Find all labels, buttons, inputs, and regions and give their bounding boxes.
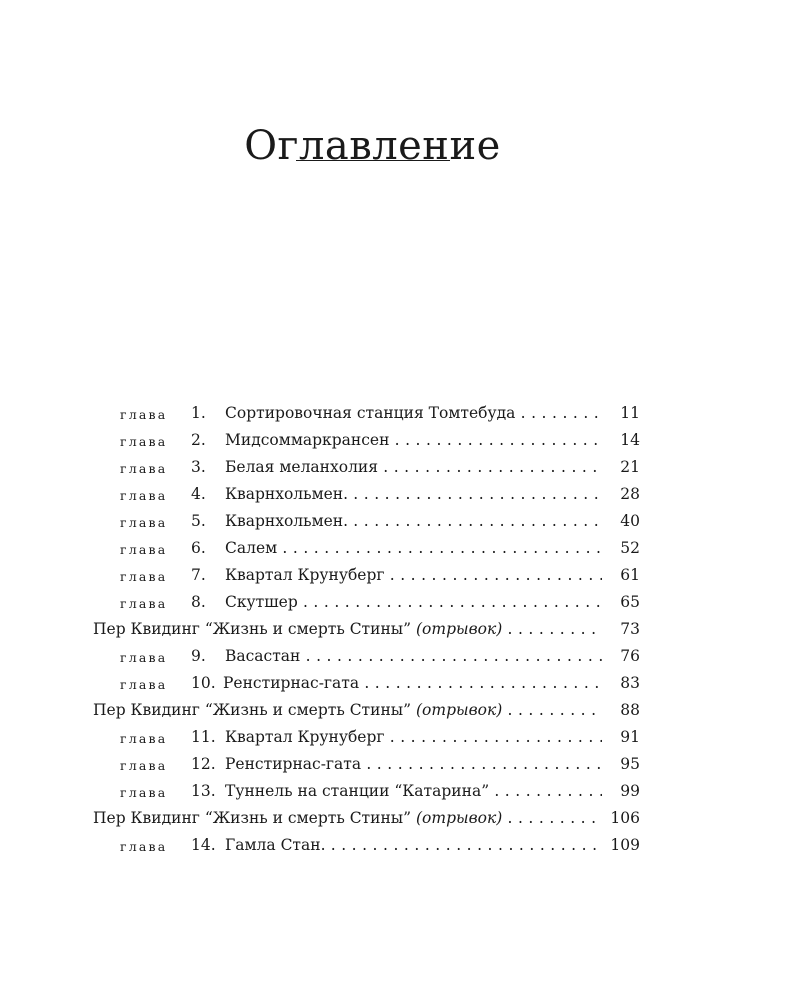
toc-entry-chapter-7[interactable] [0, 563, 800, 590]
page-number: 95 [620, 755, 640, 773]
page-number: 21 [620, 458, 640, 476]
toc-entry-chapter-2[interactable] [0, 428, 800, 455]
page-number: 61 [620, 566, 640, 584]
chapter-title: Ренстирнас-гата . . . [225, 755, 602, 773]
chapter-title: Туннель на станции “Катарина” . . . [225, 782, 602, 800]
excerpt-title [93, 620, 602, 638]
toc-entry-chapter-3[interactable] [0, 455, 800, 482]
page-number: 88 [620, 701, 640, 719]
chapter-number: 4. [191, 485, 206, 503]
toc-entry-chapter-14[interactable] [0, 833, 800, 860]
chapter-label: глава [120, 650, 168, 665]
chapter-label: глава [120, 461, 168, 476]
chapter-title: Скутшер . . . [225, 593, 602, 611]
chapter-number: 12. [191, 755, 216, 773]
chapter-title: Кварнхольмен. . . . [225, 485, 602, 503]
chapter-label: глава [120, 785, 168, 800]
chapter-title: Васастан . . . [225, 647, 602, 665]
excerpt-prefix: Пер Квидинг “Жизнь и смерть Стины” [93, 701, 412, 719]
page-number: 28 [620, 485, 640, 503]
chapter-title: Гамла Стан. . . . [225, 836, 602, 854]
chapter-number: 5. [191, 512, 206, 530]
chapter-label: глава [120, 731, 168, 746]
toc-entry-excerpt-3[interactable] [0, 806, 800, 833]
excerpt-prefix: Пер Квидинг “Жизнь и смерть Стины” [93, 809, 412, 827]
toc-entry-chapter-10[interactable] [0, 671, 800, 698]
excerpt-title [93, 701, 602, 719]
page-number: 109 [610, 836, 640, 854]
chapter-number: 13. [191, 782, 216, 800]
toc-entry-chapter-9[interactable] [0, 644, 800, 671]
chapter-label: глава [120, 758, 168, 773]
chapter-number: 2. [191, 431, 206, 449]
chapter-number: 11. [191, 728, 216, 746]
toc-entry-chapter-12[interactable] [0, 752, 800, 779]
page-number: 14 [620, 431, 640, 449]
chapter-label: глава [120, 434, 168, 449]
toc-entry-chapter-8[interactable] [0, 590, 800, 617]
page-number: 91 [620, 728, 640, 746]
excerpt-note: (отрывок) [416, 809, 503, 827]
title-underline [296, 160, 450, 161]
chapter-number: 14. [191, 836, 216, 854]
chapter-label: глава [120, 515, 168, 530]
chapter-number: 7. [191, 566, 206, 584]
toc-entry-chapter-1[interactable] [0, 401, 800, 428]
chapter-number: 3. [191, 458, 206, 476]
page-title: Оглавление [244, 122, 501, 169]
chapter-number: 1. [191, 404, 206, 422]
page-number: 76 [620, 647, 640, 665]
chapter-title: Мидсоммаркрансен . . . [225, 431, 602, 449]
chapter-title: Ренстирнас-гата . . . [223, 674, 602, 692]
chapter-label: глава [120, 839, 168, 854]
chapter-title: Квартал Крунуберг . . . [225, 566, 602, 584]
chapter-number: 6. [191, 539, 206, 557]
chapter-label: глава [120, 542, 168, 557]
chapter-title: Квартал Крунуберг . . . [225, 728, 602, 746]
chapter-label: глава [120, 677, 168, 692]
page-number: 40 [620, 512, 640, 530]
toc-entry-chapter-4[interactable] [0, 482, 800, 509]
chapter-label: глава [120, 407, 168, 422]
chapter-title: Белая меланхолия . . . [225, 458, 602, 476]
chapter-number: 10. [191, 674, 216, 692]
toc-entry-chapter-5[interactable] [0, 509, 800, 536]
page-number: 65 [620, 593, 640, 611]
chapter-number: 8. [191, 593, 206, 611]
chapter-label: глава [120, 488, 168, 503]
table-of-contents [0, 401, 800, 860]
chapter-title: Сортировочная станция Томтебуда . . . [225, 404, 602, 422]
toc-entry-chapter-13[interactable] [0, 779, 800, 806]
chapter-label: глава [120, 569, 168, 584]
page-number: 99 [620, 782, 640, 800]
excerpt-prefix: Пер Квидинг “Жизнь и смерть Стины” [93, 620, 412, 638]
toc-entry-chapter-6[interactable] [0, 536, 800, 563]
page-number: 52 [620, 539, 640, 557]
chapter-label: глава [120, 596, 168, 611]
chapter-title: Салем . . . [225, 539, 602, 557]
toc-entry-chapter-11[interactable] [0, 725, 800, 752]
excerpt-note: (отрывок) [416, 620, 503, 638]
toc-entry-excerpt-1[interactable] [0, 617, 800, 644]
page-number: 11 [620, 404, 640, 422]
excerpt-note: (отрывок) [416, 701, 503, 719]
chapter-number: 9. [191, 647, 206, 665]
page-number: 106 [610, 809, 640, 827]
page-number: 83 [620, 674, 640, 692]
page-number: 73 [620, 620, 640, 638]
excerpt-title [93, 809, 602, 827]
toc-entry-excerpt-2[interactable] [0, 698, 800, 725]
chapter-title: Кварнхольмен. . . . [225, 512, 602, 530]
